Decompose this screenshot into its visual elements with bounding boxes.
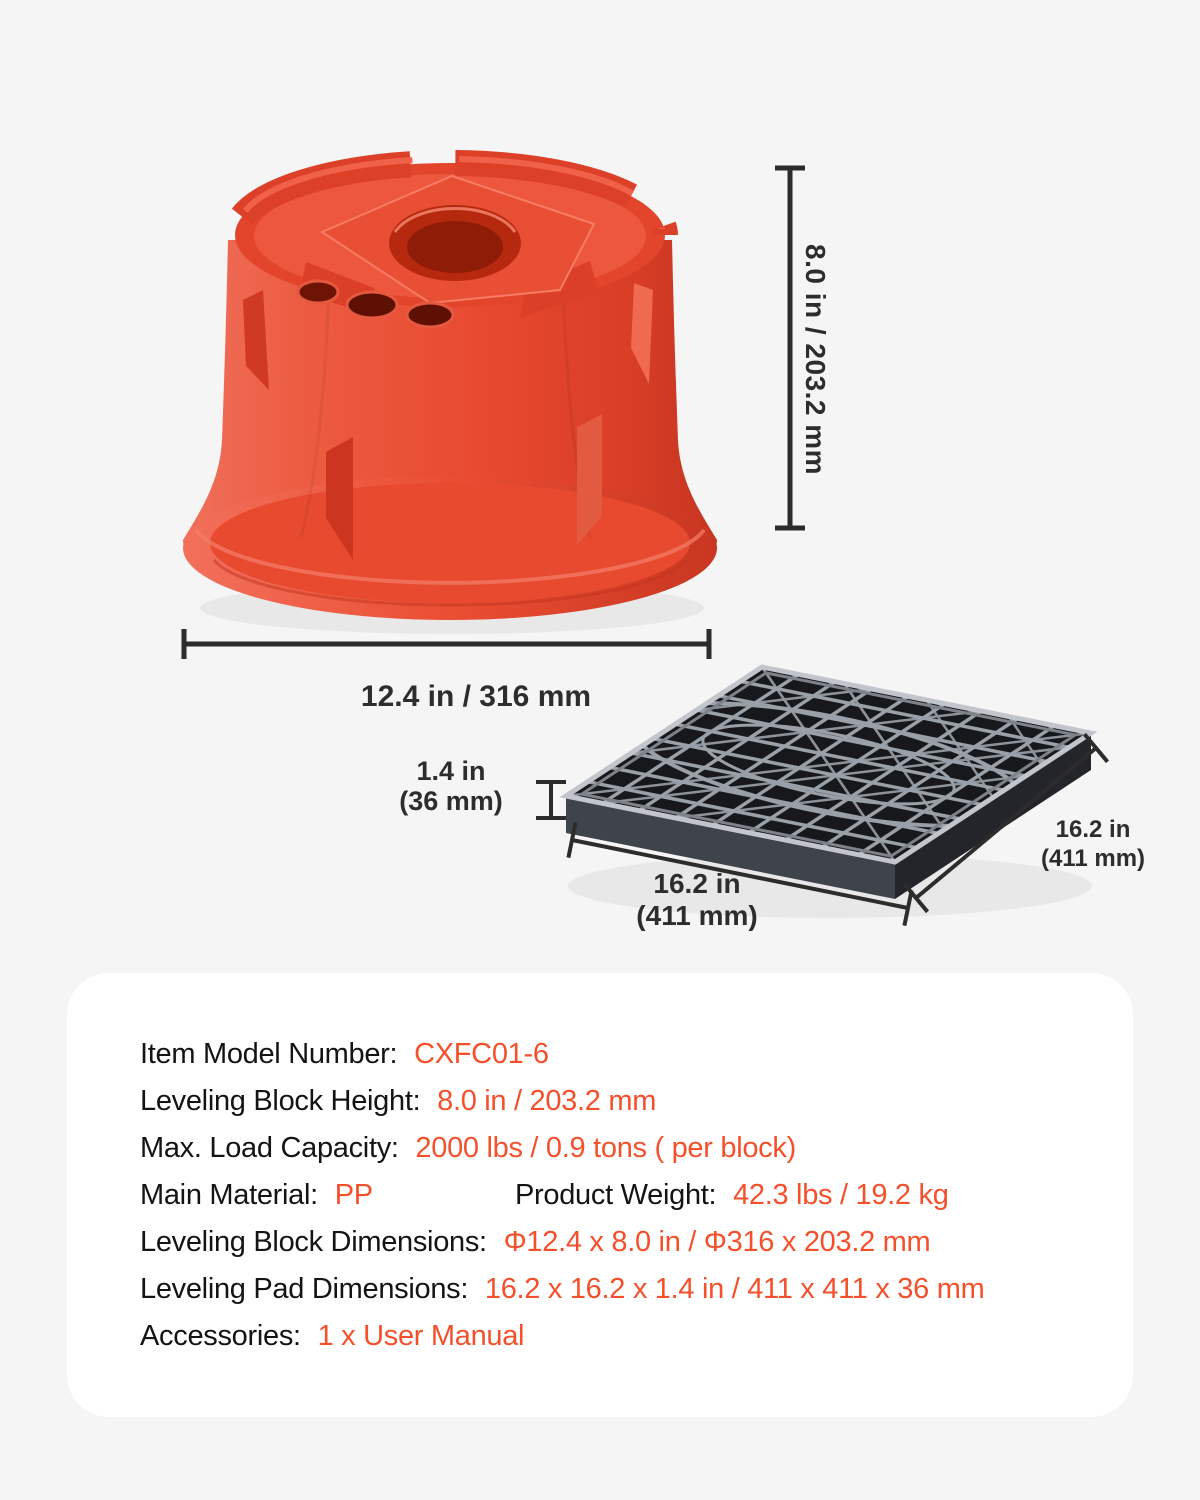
block-height-label: 8.0 in / 203.2 mm	[800, 244, 831, 476]
pad-width-label	[597, 868, 797, 932]
pad-depth-label	[1012, 815, 1174, 873]
spec-row-accessories	[140, 1313, 1130, 1360]
spec-value: 42.3 lbs / 19.2 kg	[733, 1179, 949, 1211]
pad-depth-value-mm: (411 mm)	[1040, 845, 1146, 872]
spec-value: CXFC01-6	[414, 1038, 549, 1070]
pad-thickness-dimension-line	[536, 782, 566, 818]
spec-row-model	[140, 1031, 1130, 1078]
spec-label: Max. Load Capacity:	[140, 1132, 399, 1164]
spec-pair-weight	[515, 1172, 949, 1219]
spec-row-material-weight	[140, 1172, 1130, 1219]
pad-thickness-label	[386, 756, 516, 816]
spec-value: 8.0 in / 203.2 mm	[437, 1085, 657, 1117]
pad-width-value-mm: (411 mm)	[636, 900, 758, 931]
block-width-label: 12.4 in / 316 mm	[360, 680, 592, 713]
spec-label: Item Model Number:	[140, 1038, 398, 1070]
leveling-block-photo	[183, 159, 717, 634]
spec-label: Accessories:	[140, 1320, 301, 1352]
spec-value: Φ12.4 x 8.0 in / Φ316 x 203.2 mm	[503, 1226, 931, 1258]
spec-row-block-dimensions	[140, 1219, 1130, 1266]
pad-width-value-in: 16.2 in	[653, 868, 741, 899]
spec-label: Leveling Block Height:	[140, 1085, 421, 1117]
spec-label: Leveling Block Dimensions:	[140, 1226, 487, 1258]
spec-value: 1 x User Manual	[317, 1320, 525, 1352]
spec-value: 16.2 x 16.2 x 1.4 in / 411 x 411 x 36 mm	[484, 1273, 985, 1305]
spec-value: 2000 lbs / 0.9 tons ( per block)	[415, 1132, 796, 1164]
spec-row-pad-dimensions	[140, 1266, 1130, 1313]
spec-list	[140, 1031, 1130, 1360]
pad-thickness-value-in: 1.4 in	[416, 756, 486, 786]
spec-row-capacity	[140, 1125, 1130, 1172]
spec-value: PP	[334, 1179, 373, 1211]
spec-row-height	[140, 1078, 1130, 1125]
spec-label: Product Weight:	[515, 1179, 717, 1211]
pad-thickness-value-mm: (36 mm)	[399, 786, 503, 816]
pad-depth-value-in: 16.2 in	[1055, 816, 1131, 843]
spec-label: Main Material:	[140, 1179, 318, 1211]
spec-label: Leveling Pad Dimensions:	[140, 1273, 469, 1305]
